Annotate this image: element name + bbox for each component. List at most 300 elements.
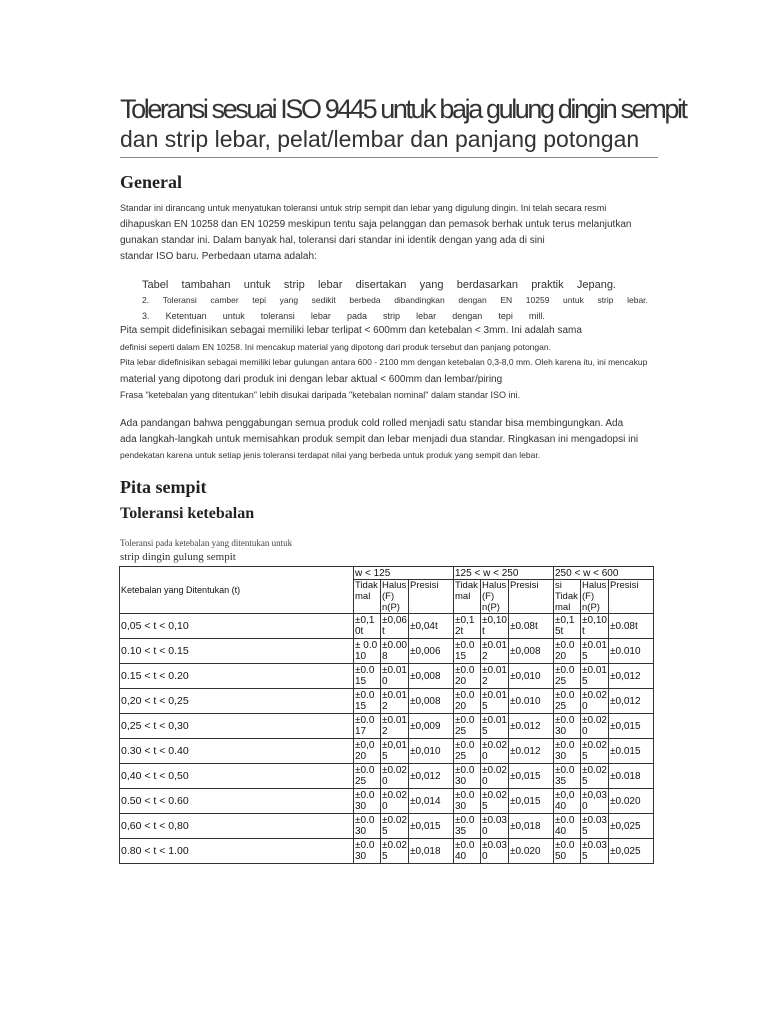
tolerance-value-cell (354, 689, 381, 714)
tolerance-value: ±0.02 (582, 690, 607, 701)
tolerance-value-cell (409, 714, 454, 739)
header-thickness-cell: Ketebalan yang Ditentukan (t) (120, 567, 354, 614)
title-divider (120, 157, 658, 158)
tolerance-value: 40 (555, 826, 567, 837)
tolerance-value: 0 (582, 801, 588, 812)
tolerance-value-cell (481, 789, 509, 814)
list-word: dengan (458, 295, 487, 305)
tolerance-value: ±0,015 (510, 770, 541, 782)
tolerance-value: ±0.02 (482, 765, 507, 776)
subheader-text: si Tidak (555, 580, 578, 602)
general-para1-line3: gunakan standar ini. Dalam banyak hal, toleransi dari standar ini identik dengan yang ada di sini (120, 235, 545, 246)
tolerance-value-cell (381, 714, 409, 739)
tolerance-value: ±0,018 (410, 845, 441, 857)
list-item-2 (142, 295, 648, 305)
tolerance-value: 25 (555, 701, 567, 712)
tolerance-value-cell (454, 664, 481, 689)
list-word: yang (419, 279, 444, 291)
tolerance-value: 5 (482, 726, 488, 737)
tolerance-value-cell (509, 639, 554, 664)
tolerance-value: 15 (355, 676, 367, 687)
tolerance-value: ±0.015 (610, 745, 641, 757)
tolerance-value: 30 (555, 726, 567, 737)
tolerance-value: ±0.0 (355, 840, 375, 851)
tolerance-value-cell (554, 764, 581, 789)
tolerance-value: 50 (555, 851, 567, 862)
tolerance-value-cell (454, 839, 481, 864)
tolerance-value-cell (381, 839, 409, 864)
tolerance-value-cell (454, 764, 481, 789)
tolerance-value: ±0.020 (510, 845, 541, 857)
table-row (120, 789, 654, 814)
subheader-text: Halus (382, 580, 407, 591)
tolerance-value: 25 (555, 676, 567, 687)
tolerance-value-cell (409, 614, 454, 639)
tolerance-value: ±0.02 (382, 790, 407, 801)
tolerance-value: t (482, 626, 485, 637)
tolerance-value: ±0.03 (582, 840, 607, 851)
thickness-range-cell: 0.10 < t < 0.15 (120, 639, 354, 664)
tolerance-value: 0 (382, 676, 388, 687)
tolerance-value-cell (509, 714, 554, 739)
tolerance-value: 30 (355, 851, 367, 862)
tolerance-value: ±0.02 (482, 790, 507, 801)
tolerance-value: ±0,10 (482, 615, 507, 626)
tolerance-value: ±0,018 (510, 820, 541, 832)
tolerance-value-cell (581, 839, 609, 864)
tolerance-value: ±0.08t (510, 620, 538, 632)
tolerance-value: ±0.02 (582, 765, 607, 776)
tolerance-value-cell (481, 639, 509, 664)
list-word: tambahan (181, 279, 231, 291)
thickness-range-cell: 0,05 < t < 0,10 (120, 614, 354, 639)
tolerance-value-cell (454, 614, 481, 639)
tolerance-value: ±0.01 (482, 665, 507, 676)
tolerance-value: ±0.0 (555, 815, 575, 826)
tolerance-value: 20 (455, 701, 467, 712)
table-row (120, 739, 654, 764)
tolerance-value-cell (381, 614, 409, 639)
tolerance-value: ±0,008 (410, 695, 441, 707)
tolerance-value-cell (581, 764, 609, 789)
tolerance-value-cell (554, 614, 581, 639)
tolerance-value-cell (354, 639, 381, 664)
subheader-text: mal (555, 602, 571, 613)
tolerance-value: 2 (482, 651, 488, 662)
tolerance-value-cell (481, 814, 509, 839)
tolerance-value-cell (354, 764, 381, 789)
general-para2-line2: definisi seperti dalam EN 10258. Ini mencakup material yang dipotong dari produk tersebut dan panjang potongan. (120, 342, 551, 352)
tolerance-value: 5 (582, 651, 588, 662)
tolerance-value: ±0.0 (555, 665, 575, 676)
tolerance-value: ±0,015 (610, 720, 641, 732)
subheader-cell (454, 580, 481, 614)
tolerance-value: ±0,025 (610, 845, 641, 857)
tolerance-value: ±0,1 (555, 615, 575, 626)
tolerance-value-cell (354, 839, 381, 864)
tolerance-value-cell (609, 839, 654, 864)
tolerance-value: ±0,015 (510, 795, 541, 807)
tolerance-value: ±0,01 (382, 740, 407, 751)
tolerance-value: ±0.0 (355, 765, 375, 776)
list-word: toleransi (260, 311, 295, 321)
tolerance-value: ±0,010 (510, 670, 541, 682)
list-word: Ketentuan (165, 311, 207, 321)
tolerance-value-cell (454, 639, 481, 664)
tolerance-value: ±0.018 (610, 770, 641, 782)
general-para3-line3: pendekatan karena untuk setiap jenis toleransi terdapat nilai yang berbeda untuk produk yang sempit dan lebar. (120, 450, 541, 460)
tolerance-value-cell (554, 739, 581, 764)
subheader-cell (381, 580, 409, 614)
tolerance-value-cell (554, 664, 581, 689)
tolerance-value: 2 (382, 726, 388, 737)
list-word: pada (346, 311, 367, 321)
tolerance-value-cell (381, 764, 409, 789)
tolerance-value: ±0.0 (355, 715, 375, 726)
tolerance-value-cell (581, 614, 609, 639)
tolerance-value: ±0.08t (610, 620, 638, 632)
tolerance-value: 0t (355, 626, 364, 637)
tolerance-value-cell (609, 789, 654, 814)
tolerance-value: ±0.0 (455, 740, 475, 751)
tolerance-value: 15 (455, 651, 467, 662)
tolerance-value: 5 (482, 701, 488, 712)
tolerance-value-cell (354, 789, 381, 814)
tolerance-value: ±0,010 (410, 745, 441, 757)
tolerance-value: ±0,014 (410, 795, 441, 807)
list-word: berdasarkan (456, 279, 518, 291)
subheader-cell (409, 580, 454, 614)
tolerance-value: 40 (455, 851, 467, 862)
tolerance-value-cell (554, 789, 581, 814)
list-word: lebar (317, 279, 343, 291)
tolerance-value: ±0.03 (482, 815, 507, 826)
tolerance-value: 2 (382, 701, 388, 712)
list-word: 10259 (525, 295, 550, 305)
thickness-range-cell: 0.50 < t < 0.60 (120, 789, 354, 814)
thickness-range-cell: 0.15 < t < 0.20 (120, 664, 354, 689)
tolerance-value: 0 (482, 751, 488, 762)
tolerance-value-cell (481, 614, 509, 639)
tolerance-value: ±0,012 (610, 670, 641, 682)
tolerance-value-cell (509, 839, 554, 864)
tolerance-value-cell (454, 814, 481, 839)
tolerance-value: ±0.0 (455, 640, 475, 651)
tolerance-value: ±0.01 (582, 665, 607, 676)
general-para3-line1: Ada pandangan bahwa penggabungan semua produk cold rolled menjadi satu standar bisa membingungkan. Ada (120, 418, 624, 429)
tolerance-value-cell (554, 839, 581, 864)
list-word: lebar (310, 311, 331, 321)
tolerance-value-cell (409, 639, 454, 664)
tolerance-value-cell (609, 614, 654, 639)
tolerance-value: 5 (482, 801, 488, 812)
tolerance-value: ±0.0 (555, 640, 575, 651)
tolerance-value-cell (381, 789, 409, 814)
tolerance-value: ±0,0 (555, 790, 575, 801)
tolerance-value-cell (554, 689, 581, 714)
tolerance-value: 30 (555, 751, 567, 762)
tolerance-value-cell (554, 639, 581, 664)
table-row (120, 814, 654, 839)
tolerance-value: ±0.0 (455, 815, 475, 826)
thickness-range-cell: 0.80 < t < 1.00 (120, 839, 354, 864)
tolerance-value-cell (454, 789, 481, 814)
tolerance-value: ±0,008 (410, 670, 441, 682)
tolerance-value: ±0,0 (355, 740, 375, 751)
tolerance-value: 5 (382, 851, 388, 862)
tolerance-value: ±0.03 (482, 840, 507, 851)
general-para2-line3: Pita lebar didefinisikan sebagai memiliki lebar gulungan antara 600 - 2100 mm dengan ketebalan 0,3-8,0 mm. Oleh karena itu, ini mencakup (120, 357, 648, 367)
tolerance-value-cell (581, 739, 609, 764)
tolerance-value: 20 (355, 751, 367, 762)
table-row (120, 689, 654, 714)
list-word: tepi (498, 311, 513, 321)
tolerance-value: 10 (355, 651, 367, 662)
tolerance-value: ±0.0 (455, 715, 475, 726)
subheader-text: (F) n(P) (382, 591, 400, 613)
tolerance-value-cell (481, 664, 509, 689)
table-row (120, 764, 654, 789)
tolerance-value: 35 (455, 826, 467, 837)
tolerance-value: ±0.02 (382, 765, 407, 776)
list-word: yang (279, 295, 299, 305)
tolerance-value-cell (481, 839, 509, 864)
tolerance-value: ±0.0 (455, 840, 475, 851)
subheader-text: Presisi (610, 580, 639, 591)
tolerance-value-cell (481, 689, 509, 714)
tolerance-value: 5 (582, 851, 588, 862)
tolerance-value: 0 (482, 826, 488, 837)
tolerance-value-cell (609, 739, 654, 764)
tolerance-value-cell (481, 739, 509, 764)
tolerance-value: 2t (455, 626, 464, 637)
tolerance-value: ±0.0 (355, 815, 375, 826)
list-word: 2. (142, 295, 150, 305)
tolerance-value: 20 (455, 676, 467, 687)
tolerance-value: 30 (355, 826, 367, 837)
list-word: untuk (563, 295, 584, 305)
tolerance-value: ±0.01 (382, 715, 407, 726)
tolerance-value: 40 (555, 801, 567, 812)
header-width-range: w < 125 (354, 567, 454, 580)
tolerance-value-cell (354, 739, 381, 764)
tolerance-value: 2 (482, 676, 488, 687)
tolerance-value: t (582, 626, 585, 637)
list-word: tepi (252, 295, 267, 305)
general-para1-line4: standar ISO baru. Perbedaan utama adalah: (120, 251, 317, 262)
tolerance-value: ±0.0 (555, 840, 575, 851)
tolerance-value: ±0.02 (382, 815, 407, 826)
tolerance-value: ±0.010 (510, 695, 541, 707)
tolerance-value: 0 (382, 801, 388, 812)
thickness-range-cell: 0,40 < t < 0,50 (120, 764, 354, 789)
tolerance-value: ±0,06 (382, 615, 407, 626)
general-para1-line1: Standar ini dirancang untuk menyatukan toleransi untuk strip sempit dan lebar yang digulung dingin. Ini telah secara resmi (120, 203, 607, 213)
tolerance-value-cell (409, 664, 454, 689)
tolerance-value-cell (509, 739, 554, 764)
tolerance-value-cell (354, 814, 381, 839)
tolerance-value-cell (581, 714, 609, 739)
tolerance-value: ±0.02 (382, 840, 407, 851)
subheader-cell (554, 580, 581, 614)
list-word: EN (500, 295, 513, 305)
thickness-range-cell: 0,20 < t < 0,25 (120, 689, 354, 714)
section-heading-general: General (120, 172, 182, 192)
tolerance-value-cell (454, 739, 481, 764)
tolerance-value: ±0.0 (455, 690, 475, 701)
tolerance-value-cell (509, 664, 554, 689)
subheader-text: Tidak (355, 580, 378, 591)
tolerance-value: 5 (382, 826, 388, 837)
list-word: strip (597, 295, 614, 305)
tolerance-value: ±0.01 (482, 715, 507, 726)
tolerance-value: ±0.01 (582, 640, 607, 651)
tolerance-value: ±0.0 (355, 790, 375, 801)
table-row (120, 839, 654, 864)
table-row (120, 614, 654, 639)
tolerance-value: ±0.01 (482, 640, 507, 651)
tolerance-value: ±0.01 (382, 665, 407, 676)
tolerance-value: 0 (482, 776, 488, 787)
tolerance-value: 25 (355, 776, 367, 787)
subheader-text: Presisi (510, 580, 539, 591)
tolerance-value-cell (609, 664, 654, 689)
tolerance-value: 25 (455, 751, 467, 762)
tolerance-value: 30 (355, 801, 367, 812)
thickness-range-cell: 0.30 < t < 0.40 (120, 739, 354, 764)
tolerance-value: ±0.010 (610, 645, 641, 657)
tolerance-value: 0 (582, 726, 588, 737)
table-caption-line2: strip dingin gulung sempit (120, 551, 236, 563)
tolerance-value-cell (381, 814, 409, 839)
tolerance-value-cell (409, 814, 454, 839)
tolerance-value: ±0,10 (582, 615, 607, 626)
tolerance-value: 0 (582, 701, 588, 712)
list-word: lebar (416, 311, 437, 321)
subheader-text: mal (355, 591, 371, 602)
tolerance-value-cell (554, 814, 581, 839)
general-para1-line2: dihapuskan EN 10258 dan EN 10259 meskipun tentu saja pelanggan dan pemasok berhak untuk terus melanjutkan (120, 219, 632, 230)
tolerance-value-cell (581, 664, 609, 689)
tolerance-value: ±0.0 (455, 665, 475, 676)
tolerance-value: ±0.0 (555, 765, 575, 776)
subheader-text: Tidak (455, 580, 478, 591)
section-heading-pita-sempit: Pita sempit (120, 477, 207, 497)
tolerance-value-cell (509, 689, 554, 714)
tolerance-value: ±0.0 (555, 715, 575, 726)
tolerance-value-cell (581, 639, 609, 664)
tolerance-value: ±0,04t (410, 620, 438, 632)
tolerance-value: ±0.03 (582, 815, 607, 826)
tolerance-value: 5 (582, 826, 588, 837)
list-word: camber (210, 295, 239, 305)
tolerance-value-cell (609, 714, 654, 739)
general-para3-line2: ada langkah-langkah untuk memisahkan produk sempit dan lebar menjadi dua standar. Ringkasan ini mengadopsi ini (120, 434, 639, 445)
tolerance-value: 15 (355, 701, 367, 712)
tolerance-value: ±0.020 (610, 795, 641, 807)
list-word: mill. (528, 311, 545, 321)
tolerance-value: ±0.012 (510, 745, 541, 757)
thickness-tolerance-table (119, 566, 654, 864)
tolerance-value-cell (581, 789, 609, 814)
tolerance-value-cell (354, 614, 381, 639)
table-row (120, 639, 654, 664)
table-header-row (120, 567, 654, 580)
tolerance-value: ±0,009 (410, 720, 441, 732)
tolerance-value: ±0,025 (610, 820, 641, 832)
tolerance-value: ±0.0 (455, 790, 475, 801)
subheader-cell (509, 580, 554, 614)
tolerance-value: ±0,008 (510, 645, 541, 657)
list-word: disertakan (355, 279, 407, 291)
tolerance-value-cell (354, 664, 381, 689)
tolerance-value: ±0.0 (355, 690, 375, 701)
tolerance-value-cell (381, 739, 409, 764)
tolerance-value: ±0,1 (455, 615, 475, 626)
tolerance-value-cell (509, 614, 554, 639)
tolerance-value: 20 (555, 651, 567, 662)
list-word: strip (383, 311, 401, 321)
tolerance-value: ±0.01 (482, 690, 507, 701)
subheader-text: Halus (582, 580, 607, 591)
subheader-text: Halus (482, 580, 507, 591)
tolerance-value: ±0.0 (355, 665, 375, 676)
tolerance-value-cell (409, 839, 454, 864)
tolerance-value-cell (554, 714, 581, 739)
list-item-3 (142, 311, 545, 321)
tolerance-value: ± 0.0 (355, 640, 378, 651)
subheader-text: Presisi (410, 580, 439, 591)
tolerance-value-cell (409, 789, 454, 814)
tolerance-value: ±0.012 (510, 720, 541, 732)
tolerance-value: 17 (355, 726, 367, 737)
tolerance-value: t (382, 626, 385, 637)
tolerance-value-cell (409, 739, 454, 764)
page-title-line2: dan strip lebar, pelat/lembar dan panjang potongan (120, 126, 640, 152)
tolerance-value: ±0.02 (482, 740, 507, 751)
table-row (120, 664, 654, 689)
list-word: Tabel (142, 279, 169, 291)
tolerance-value-cell (509, 764, 554, 789)
list-item-1 (142, 279, 616, 291)
list-word: 3. (142, 311, 150, 321)
list-word: untuk (243, 279, 271, 291)
list-word: Jepang. (576, 279, 616, 291)
tolerance-value-cell (509, 789, 554, 814)
tolerance-value: 35 (555, 776, 567, 787)
list-word: strip (283, 279, 305, 291)
tolerance-value: 5 (582, 776, 588, 787)
tolerance-value: ±0.0 (555, 690, 575, 701)
thickness-range-cell: 0,25 < t < 0,30 (120, 714, 354, 739)
tolerance-value-cell (381, 664, 409, 689)
list-word: praktik (531, 279, 564, 291)
list-word: dengan (452, 311, 483, 321)
tolerance-value-cell (609, 814, 654, 839)
tolerance-value: 0 (482, 851, 488, 862)
list-word: sedikit (311, 295, 336, 305)
tolerance-value: ±0,1 (355, 615, 375, 626)
tolerance-value-cell (581, 814, 609, 839)
tolerance-value-cell (354, 714, 381, 739)
list-word: untuk (222, 311, 245, 321)
tolerance-value: ±0.02 (582, 715, 607, 726)
tolerance-value-cell (609, 639, 654, 664)
subheader-text: (F) n(P) (482, 591, 500, 613)
table-row (120, 714, 654, 739)
subheader-text: mal (455, 591, 471, 602)
list-word: lebar. (627, 295, 648, 305)
